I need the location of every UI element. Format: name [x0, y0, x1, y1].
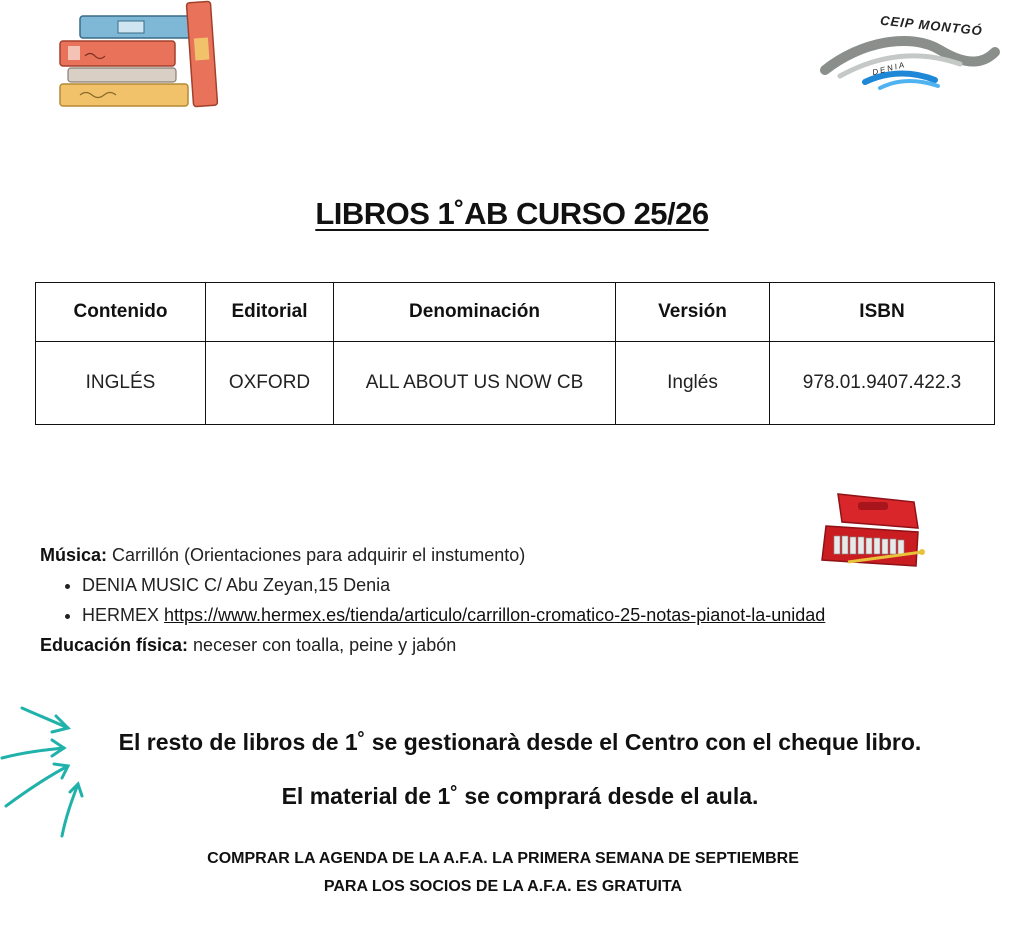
note-material: El material de 1˚ se comprará desde el aula. — [281, 783, 759, 809]
cell-editorial: OXFORD — [206, 342, 334, 425]
store-hermex: HERMEX — [82, 605, 165, 625]
books-illustration — [50, 0, 240, 110]
pe-label: Educación física: — [40, 635, 189, 655]
pe-line — [40, 630, 1000, 660]
agenda-line-2: PARA LOS SOCIOS DE LA A.F.A. ES GRATUITA — [323, 878, 683, 895]
header-editorial: Editorial — [206, 283, 334, 342]
page-title: LIBROS 1˚AB CURSO 25/26 — [315, 196, 709, 231]
hermex-link[interactable]: https://www.hermex.es/tienda/articulo/carrillon-cromatico-25-notas-pianot-la-unidad — [164, 605, 826, 625]
store-list — [40, 570, 1000, 630]
logo-name: CEIP MONTGÓ — [879, 12, 984, 39]
header-isbn: ISBN — [770, 283, 995, 342]
cell-isbn: 978.01.9407.422.3 — [770, 342, 995, 425]
header-contenido: Contenido — [36, 283, 206, 342]
music-line — [40, 540, 1000, 570]
list-item — [82, 570, 1000, 600]
school-logo — [820, 12, 1000, 92]
materials-info — [40, 540, 1000, 660]
store-denia-music: DENIA MUSIC C/ Abu Zeyan,15 Denia — [82, 575, 391, 595]
cell-denominacion: ALL ABOUT US NOW CB — [334, 342, 616, 425]
logo-subtitle: DENIA — [871, 59, 908, 78]
books-table — [35, 282, 995, 425]
table-header-row — [36, 283, 995, 342]
arrows-icon — [0, 700, 90, 850]
header-version: Versión — [616, 283, 770, 342]
list-item — [82, 600, 1000, 630]
music-text: Carrillón (Orientaciones para adquirir el instumento) — [107, 545, 526, 565]
cell-version: Inglés — [616, 342, 770, 425]
cell-contenido: INGLÉS — [36, 342, 206, 425]
header-denominacion: Denominación — [334, 283, 616, 342]
note-cheque-libro: El resto de libros de 1˚ se gestionarà desde el Centro con el cheque libro. — [118, 729, 922, 755]
pe-text: neceser con toalla, peine y jabón — [188, 635, 457, 655]
agenda-line-1: COMPRAR LA AGENDA DE LA A.F.A. LA PRIMERA SEMANA DE SEPTIEMBRE — [207, 850, 799, 867]
music-label: Música: — [40, 545, 108, 565]
table-row — [36, 342, 995, 425]
